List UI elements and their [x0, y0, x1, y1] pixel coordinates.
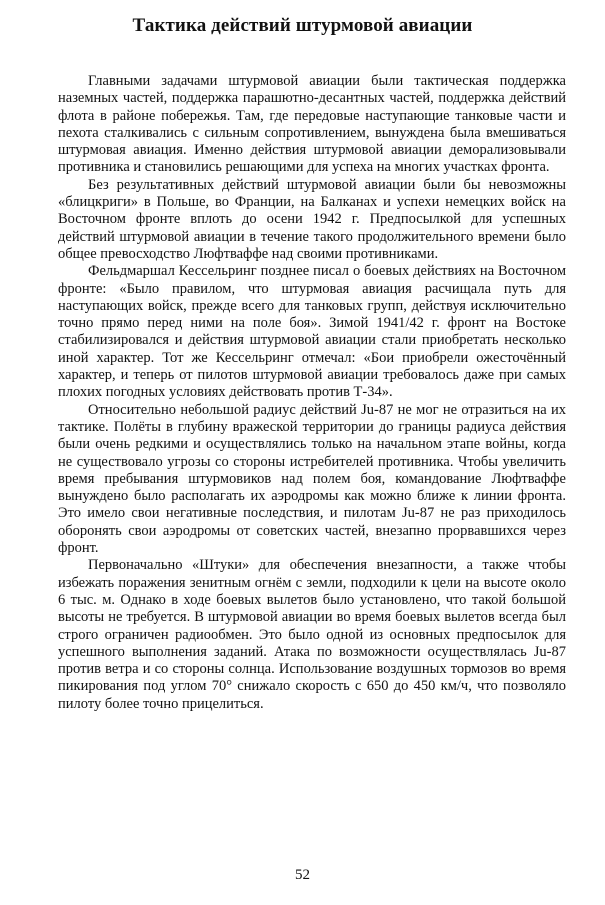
paragraph-4: Относительно небольшой радиус действий Ju-87 не мог не отразиться на их тактике. Полёты в глубину вражеской территории до границы радиуса действия были очень редкими и осуществлялись только на начальном этапе войны, когда не существовало угрозы со стороны истребителей противника. Чтобы увеличить время пребывания штурмовиков над полем боя, командование Люфтваффе вынуждено было располагать их аэродромы как можно ближе к линии фронта. Это имело свои негативные последствия, и пилотам Ju-87 не раз приходилось оборонять свои аэродромы от советских частей, внезапно прорвавшихся через фронт. [58, 401, 566, 557]
paragraph-2: Без результативных действий штурмовой авиации были бы невозможны «блицкриги» в Польше, во Франции, на Балканах и успехи немецких войск на Восточном фронте вплоть до осени 1942 г. Предпосылкой для успешных действий штурмовой авиации в течение такого продолжительного времени было общее превосходство Люфтваффе над своими противниками. [58, 176, 566, 262]
page-number: 52 [295, 867, 310, 883]
paragraph-1: Главными задачами штурмовой авиации были тактическая поддержка наземных частей, поддержка парашютно-десантных частей, поддержка действий флота в районе побережья. Там, где передовые наступающие танковые части и пехота сталкивались с сильным сопротивлением, вынуждена была вмешиваться штурмовая авиация. Именно действия штурмовой авиации деморализовывали противника и становились решающими для успеха на многих участках фронта. [58, 73, 566, 176]
body-text [58, 73, 566, 713]
paragraph-3: Фельдмаршал Кессельринг позднее писал о боевых действиях на Восточном фронте: «Было правилом, что штурмовая авиация расчищала путь для наступающих войск, прежде всего для танковых групп, действуя исключительно точно прямо перед ними на поле боя». Зимой 1941/42 г. фронт на Востоке стабилизировался и действия штурмовой авиации стали приобретать несколько иной характер. Тот же Кессельринг отмечал: «Бои приобрели ожесточённый характер, и теперь от пилотов штурмовой авиации требовалось даже при самых плохих погодных условиях действовать против Т-34». [58, 263, 566, 401]
page-title: Тактика действий штурмовой авиации [132, 15, 473, 36]
paragraph-5: Первоначально «Штуки» для обеспечения внезапности, а также чтобы избежать поражения зенитным огнём с земли, подходили к цели на высоте около 6 тыс. м. Однако в ходе боевых вылетов было установлено, что такой большой высоты не требуется. В штурмовой авиации во время боевых вылетов всегда был строго ограничен радиообмен. Это было одной из основных предпосылок для успешного выполнения заданий. Атака по возможности осуществлялась Ju-87 против ветра и со стороны солнца. Использование воздушных тормозов во время пикирования под углом 70° снижало скорость с 650 до 450 км/ч, что позволяло пилоту более точно прицелиться. [58, 557, 566, 712]
